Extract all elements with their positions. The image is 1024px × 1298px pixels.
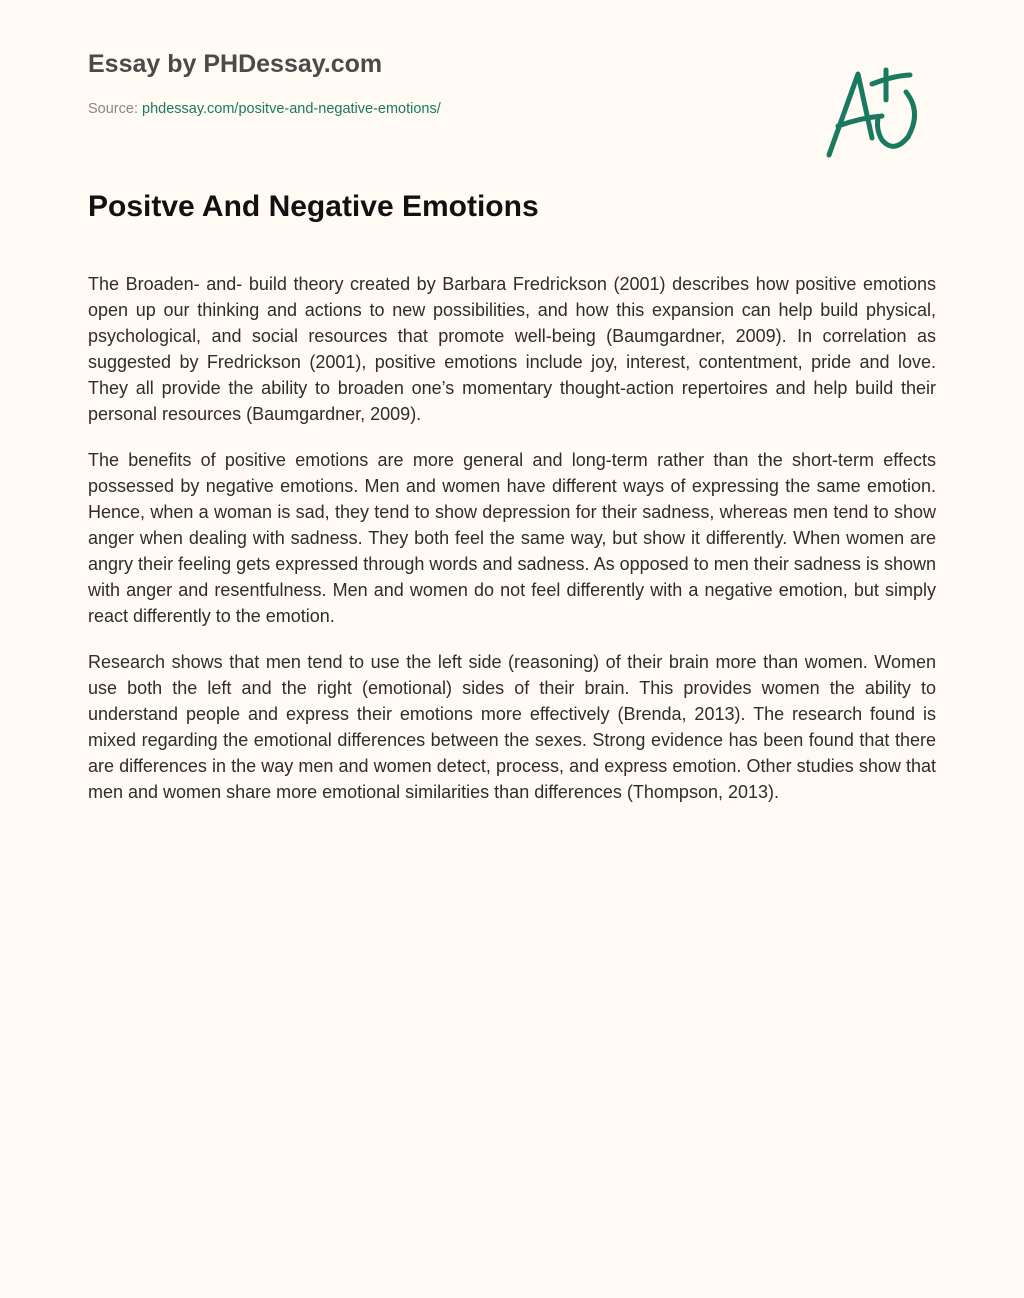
site-brand: Essay by PHDessay.com <box>88 50 383 78</box>
essay-body <box>88 271 936 825</box>
a-plus-logo-icon <box>820 62 930 162</box>
source-line <box>88 101 441 117</box>
paragraph: The Broaden- and- build theory created by Barbara Fredrickson (2001) describes how positive emotions open up our thinking and actions to new possibilities, and how this expansion can help build physical, psychological, and social resources that promote well-being (Baumgardner, 2009). In correlation as suggested by Fredrickson (2001), positive emotions include joy, interest, contentment, pride and love. They all provide the ability to broaden one’s momentary thought-action repertoires and help build their personal resources (Baumgardner, 2009). <box>88 274 936 424</box>
page-title: Positve And Negative Emotions <box>88 190 539 223</box>
paragraph: The benefits of positive emotions are more general and long-term rather than the short-term effects possessed by negative emotions. Men and women have different ways of expressing the same emotion. Hence, when a woman is sad, they tend to show depression for their sadness, whereas men tend to show anger when dealing with sadness. They both feel the same way, but show it differently. When women are angry their feeling gets expressed through words and sadness. As opposed to men their sadness is shown with anger and resentfulness. Men and women do not feel differently with a negative emotion, but simply react differently to the emotion. <box>88 450 936 626</box>
source-label: Source: <box>88 101 138 117</box>
paragraph: Research shows that men tend to use the left side (reasoning) of their brain more than women. Women use both the left and the right (emotional) sides of their brain. This provides women the ability to understand people and express their emotions more effectively (Brenda, 2013). The research found is mixed regarding the emotional differences between the sexes. Strong evidence has been found that there are differences in the way men and women detect, process, and express emotion. Other studies show that men and women share more emotional similarities than differences (Thompson, 2013). <box>88 652 936 802</box>
source-link[interactable]: phdessay.com/positve-and-negative-emotions/ <box>142 101 441 117</box>
